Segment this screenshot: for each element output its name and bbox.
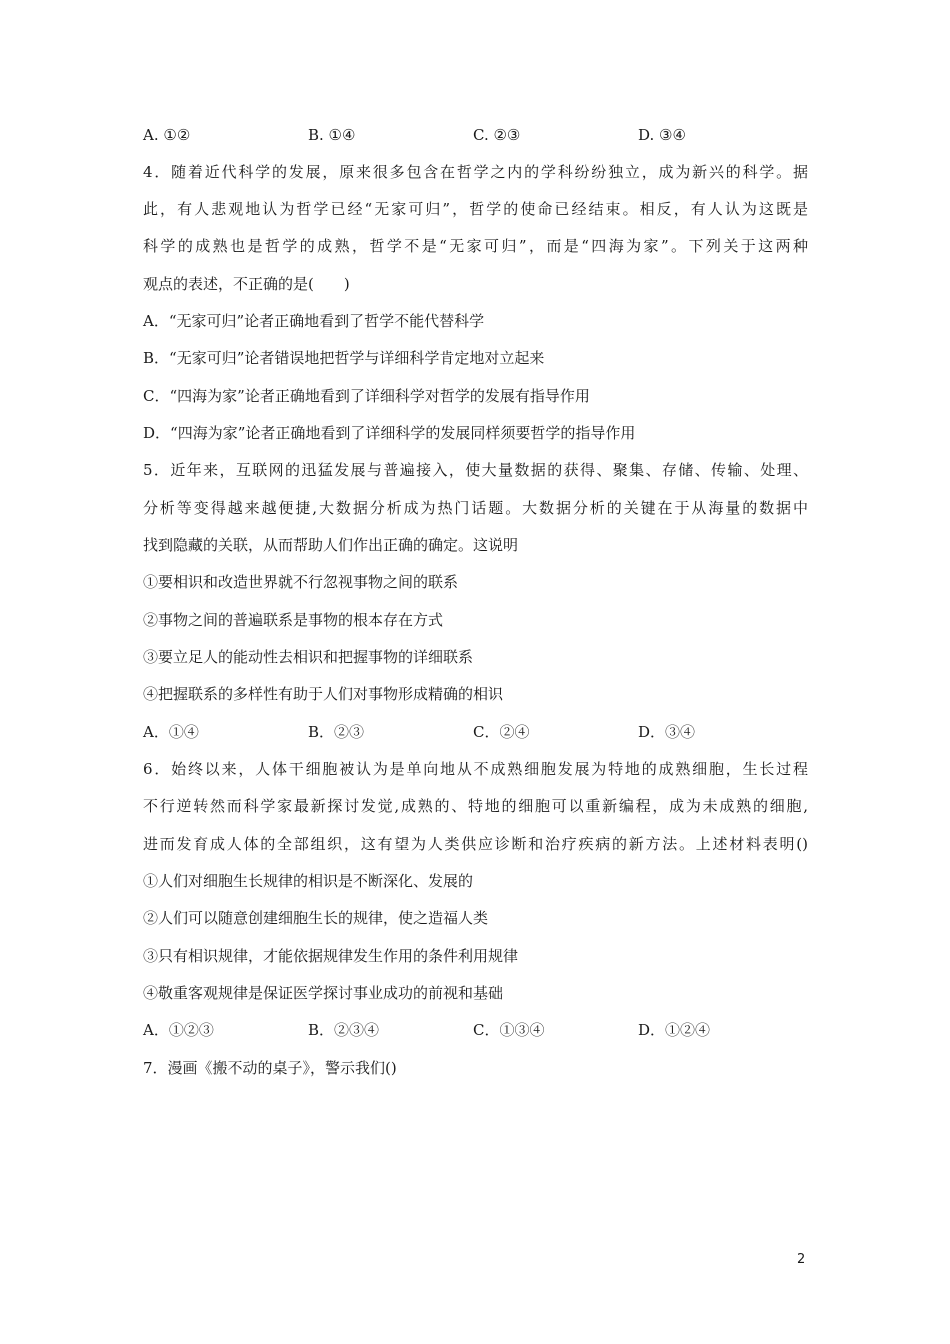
q5-item: ④把握联系的多样性有助于人们对事物形成精确的相识	[143, 685, 504, 703]
q6-option-d: D．①②④	[638, 1021, 711, 1039]
q6-option-b: B．②③④	[308, 1021, 380, 1039]
q3-option-b: B. ①④	[308, 126, 356, 144]
q4-stem-line: 观点的表述，不正确的是( )	[143, 275, 350, 293]
q4-option-b: B．“无家可归”论者错误地把哲学与详细科学肯定地对立起来	[143, 349, 545, 367]
q7-stem-line: 7．漫画《搬不动的桌子》，警示我们()	[143, 1059, 397, 1077]
q4-option-d: D．“四海为家”论者正确地看到了详细科学的发展同样须要哲学的指导作用	[143, 424, 636, 442]
q5-stem-line: 分析等变得越来越便捷,大数据分析成为热门话题。大数据分析的关键在于从海量的数据中	[143, 499, 808, 517]
q3-option-a: A. ①②	[143, 126, 191, 144]
q5-item: ①要相识和改造世界就不行忽视事物之间的联系	[143, 573, 459, 591]
q3-option-d: D. ③④	[638, 126, 686, 144]
q4-stem-line: 4．随着近代科学的发展，原来很多包含在哲学之内的学科纷纷独立，成为新兴的科学。据	[143, 163, 808, 181]
page-number: 2	[797, 1252, 806, 1267]
q6-item: ①人们对细胞生长规律的相识是不断深化、发展的	[143, 872, 474, 890]
q4-stem-line: 此，有人悲观地认为哲学已经“无家可归”，哲学的使命已经结束。相反，有人认为这既是	[143, 200, 808, 218]
q6-stem-line: 6．始终以来，人体干细胞被认为是单向地从不成熟细胞发展为特地的成熟细胞，生长过程	[143, 760, 808, 778]
q5-option-a: A．①④	[143, 723, 199, 741]
q5-option-c: C．②④	[473, 723, 530, 741]
q4-stem-line: 科学的成熟也是哲学的成熟，哲学不是“无家可归”，而是“四海为家”。下列关于这两种	[143, 237, 808, 255]
q5-item: ②事物之间的普遍联系是事物的根本存在方式	[143, 611, 444, 629]
q5-stem-line: 5．近年来，互联网的迅猛发展与普遍接入，使大量数据的获得、聚集、存储、传输、处理、	[143, 461, 808, 479]
q6-item: ④敬重客观规律是保证医学探讨事业成功的前视和基础	[143, 984, 504, 1002]
q5-option-b: B．②③	[308, 723, 365, 741]
q4-option-a: A．“无家可归”论者正确地看到了哲学不能代替科学	[143, 312, 485, 330]
q6-stem-line: 不行逆转然而科学家最新探讨发觉,成熟的、特地的细胞可以重新编程，成为未成熟的细胞,	[143, 797, 808, 815]
q5-item: ③要立足人的能动性去相识和把握事物的详细联系	[143, 648, 474, 666]
q6-option-a: A．①②③	[143, 1021, 214, 1039]
q6-option-c: C．①③④	[473, 1021, 545, 1039]
q5-option-d: D．③④	[638, 723, 696, 741]
q6-item: ②人们可以随意创建细胞生长的规律，使之造福人类	[143, 909, 489, 927]
q6-stem-line: 进而发育成人体的全部组织，这有望为人类供应诊断和治疗疾病的新方法。上述材料表明()	[143, 835, 808, 853]
q4-option-c: C．“四海为家”论者正确地看到了详细科学对哲学的发展有指导作用	[143, 387, 590, 405]
q3-option-c: C. ②③	[473, 126, 521, 144]
q5-stem-line: 找到隐藏的关联，从而帮助人们作出正确的确定。这说明	[143, 536, 519, 554]
q6-item: ③只有相识规律，才能依据规律发生作用的条件利用规律	[143, 947, 519, 965]
